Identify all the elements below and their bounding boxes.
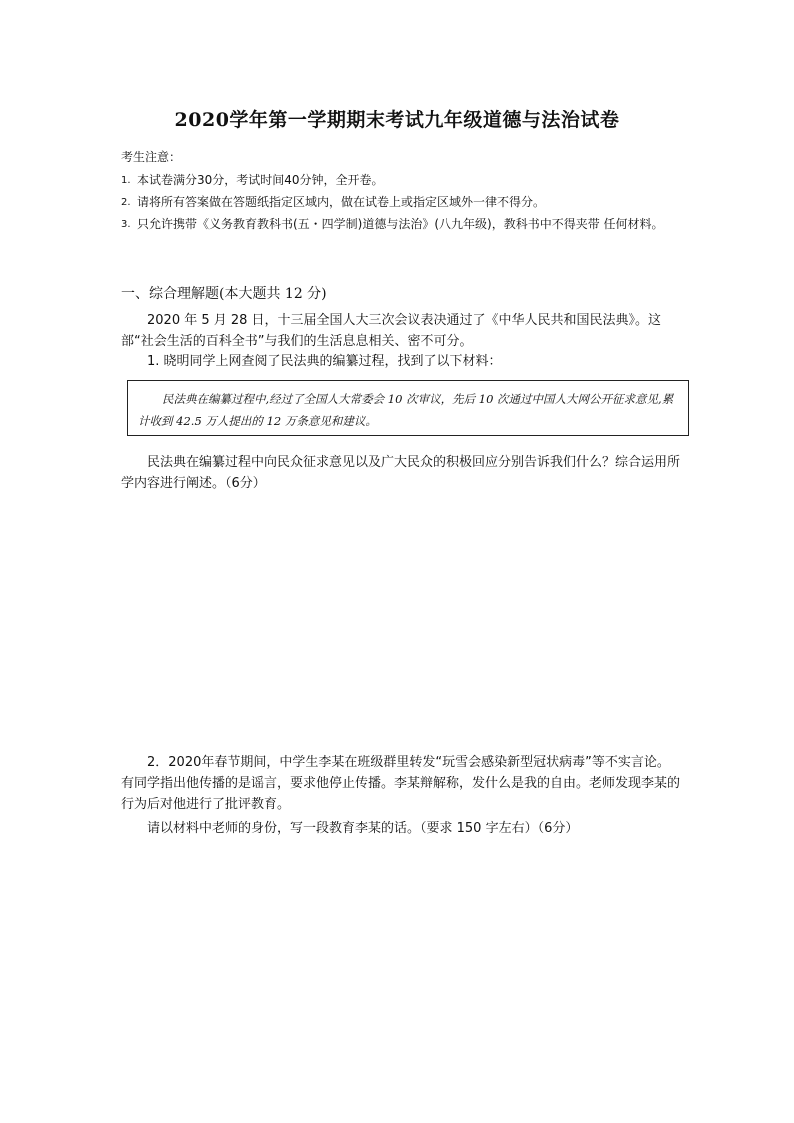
question-1-lead: 1. 晓明同学上网查阅了民法典的编纂过程，找到了以下材料：	[147, 354, 502, 369]
notice-item-number: 1.	[121, 175, 131, 186]
material-box	[127, 380, 689, 436]
section-heading: 一、综合理解题(本大题共 12 分)	[121, 286, 327, 302]
notice-list	[121, 170, 681, 236]
notice-item	[121, 192, 681, 213]
material-text: 民法典在编纂过程中,经过了全国人大常委会 10 次审议，先后 10 次通过中国人大网公开征求意见,累计收到 42.5 万人提出的 12 万条意见和建议。	[138, 392, 674, 428]
notice-item	[121, 170, 681, 191]
notice-item-number: 3.	[121, 219, 131, 230]
notice-item-number: 2.	[121, 197, 131, 208]
question-2-material: 2．2020年春节期间，中学生李某在班级群里转发“玩雪会感染新型冠状病毒”等不实言论。有同学指出他传播的是谣言，要求他停止传播。李某辩解称，发什么是我的自由。老师发现李某的行为后对他进行了批评教育。	[121, 755, 681, 812]
notice-item-text: 本试卷满分30分，考试时间40分钟，全开卷。	[137, 173, 384, 187]
notice-item-text: 请将所有答案做在答题纸指定区域内，做在试卷上或指定区域外一律不得分。	[137, 195, 546, 209]
notice-item-text: 只允许携带《义务教育教科书(五・四学制)道德与法治》(八九年级)，教科书中不得夹带 任何材料。	[137, 217, 664, 231]
section-intro-paragraph: 2020 年 5 月 28 日，十三届全国人大三次会议表决通过了《中华人民共和国民法典》。这部“社会生活的百科全书”与我们的生活息息相关、密不可分。	[121, 313, 662, 349]
notice-heading: 考生注意：	[121, 150, 182, 164]
notice-item	[121, 214, 681, 235]
exam-title: 2020学年第一学期期末考试九年级道德与法治试卷	[174, 109, 620, 131]
question-1-prompt: 民法典在编纂过程中向民众征求意见以及广大民众的积极回应分别告诉我们什么？综合运用所学内容进行阐述。（6分）	[121, 455, 681, 491]
question-2-prompt: 请以材料中老师的身份，写一段教育李某的话。（要求 150 字左右）（6分）	[147, 821, 579, 836]
